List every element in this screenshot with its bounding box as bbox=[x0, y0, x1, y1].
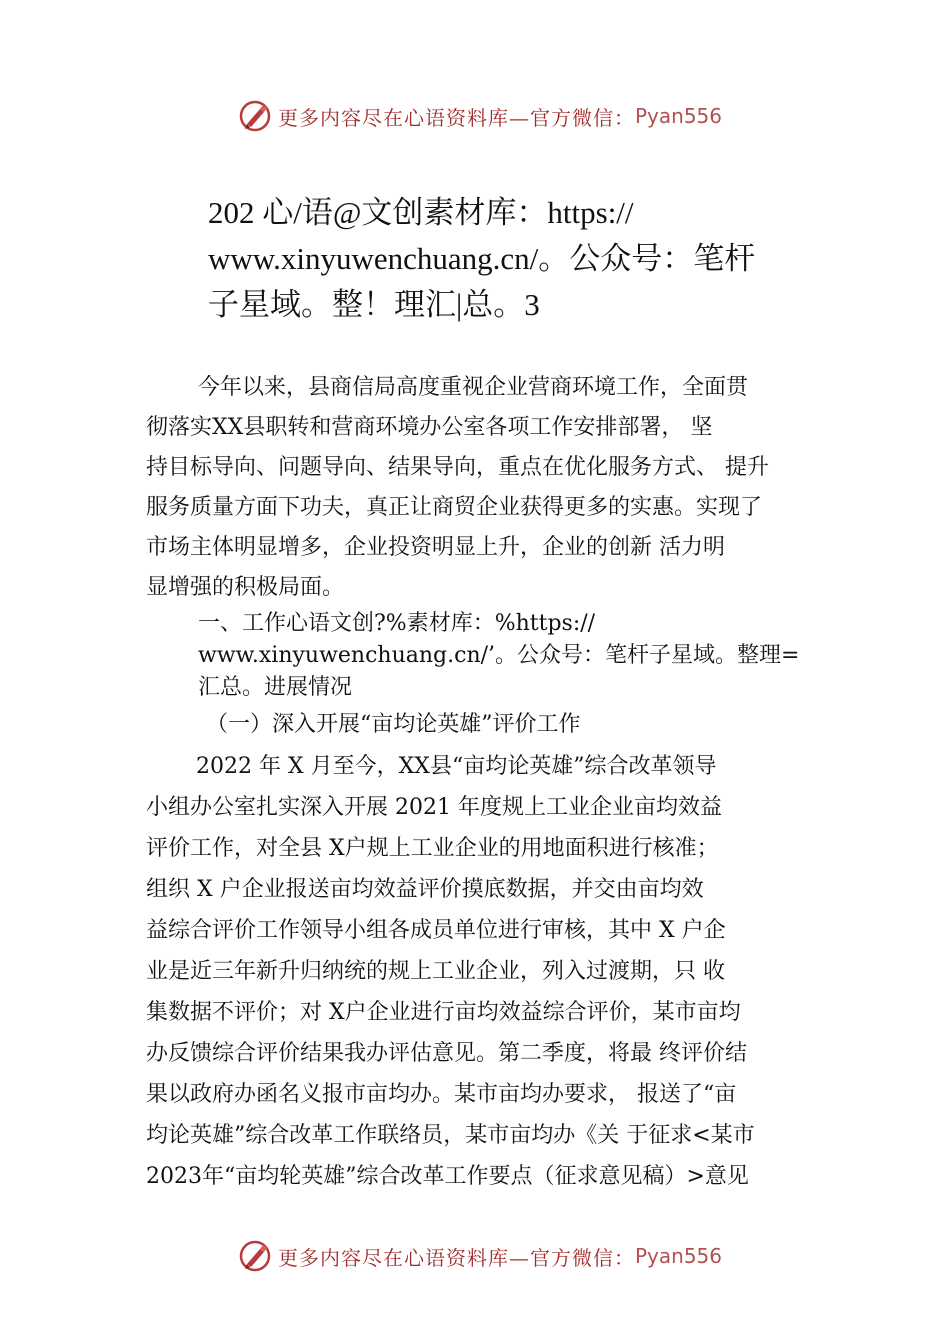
body-paragraph bbox=[146, 746, 836, 1197]
banner-wechat-id: Pyan556 bbox=[635, 1244, 723, 1268]
subsection-heading bbox=[146, 704, 836, 746]
pen-logo-icon bbox=[238, 1239, 272, 1273]
text-line: 办反馈综合评价结果我办评估意见。第二季度，将最 终评价结 bbox=[146, 1041, 747, 1066]
banner-text: 更多内容尽在心语资料库—官方微信： bbox=[278, 1245, 635, 1270]
text-line: 汇总。进展情况 bbox=[198, 675, 353, 700]
document-body bbox=[146, 368, 836, 1197]
text-line: 持目标导向、问题导向、结果导向，重点在优化服务方式、 提升 bbox=[146, 455, 769, 480]
title-line: www.xinyuwenchuang.cn/。公众号：笔杆 bbox=[208, 241, 756, 276]
text-line: 2022 年 X 月至今，XX县“亩均论英雄”综合改革领导 bbox=[196, 754, 717, 779]
text-line: 小组办公室扎实深入开展 2021 年度规上工业企业亩均效益 bbox=[146, 795, 722, 820]
text-line: 业是近三年新升归纳统的规上工业企业，列入过渡期，只 收 bbox=[146, 959, 725, 984]
footer-banner bbox=[238, 1236, 722, 1276]
title-line: 202 心/语@文创素材库：https:// bbox=[208, 195, 634, 230]
document-title bbox=[208, 190, 848, 328]
text-line: 均论英雄”综合改革工作联络员，某市亩均办《关 于征求<某市 bbox=[146, 1123, 755, 1148]
title-line: 子星域。整！理汇|总。3 bbox=[208, 287, 540, 322]
banner-wechat-id: Pyan556 bbox=[635, 104, 723, 128]
section-heading bbox=[146, 608, 836, 704]
text-line: 彻落实XX县职转和营商环境办公室各项工作安排部署， 坚 bbox=[146, 415, 713, 440]
text-line: 组织 X 户企业报送亩均效益评价摸底数据，并交由亩均效 bbox=[146, 877, 704, 902]
text-line: 果以政府办函名义报市亩均办。某市亩均办要求， 报送了“亩 bbox=[146, 1082, 737, 1107]
pen-logo-icon bbox=[238, 99, 272, 133]
header-banner bbox=[238, 96, 722, 136]
text-line: 今年以来，县商信局高度重视企业营商环境工作，全面贯 bbox=[198, 375, 749, 400]
text-line: 市场主体明显增多，企业投资明显上升，企业的创新 活力明 bbox=[146, 535, 725, 560]
text-line: www.xinyuwenchuang.cn/’。公众号：笔杆子星域。整理= bbox=[198, 643, 800, 668]
text-line: 评价工作，对全县 X户规上工业企业的用地面积进行核准； bbox=[146, 836, 719, 861]
banner-text: 更多内容尽在心语资料库—官方微信： bbox=[278, 105, 635, 130]
text-line: 2023年“亩均轮英雄”综合改革工作要点（征求意见稿）>意见 bbox=[146, 1164, 749, 1189]
text-line: 益综合评价工作领导小组各成员单位进行审核，其中 X 户企 bbox=[146, 918, 726, 943]
text-line: 集数据不评价；对 X户企业进行亩均效益综合评价，某市亩均 bbox=[146, 1000, 741, 1025]
intro-paragraph bbox=[146, 368, 836, 608]
text-line: 一、工作心语文创?%素材库：%https:// bbox=[198, 611, 596, 636]
text-line: 服务质量方面下功夫，真正让商贸企业获得更多的实惠。实现了 bbox=[146, 495, 763, 520]
text-line: （一）深入开展“亩均论英雄”评价工作 bbox=[206, 712, 581, 737]
text-line: 显增强的积极局面。 bbox=[146, 575, 345, 600]
